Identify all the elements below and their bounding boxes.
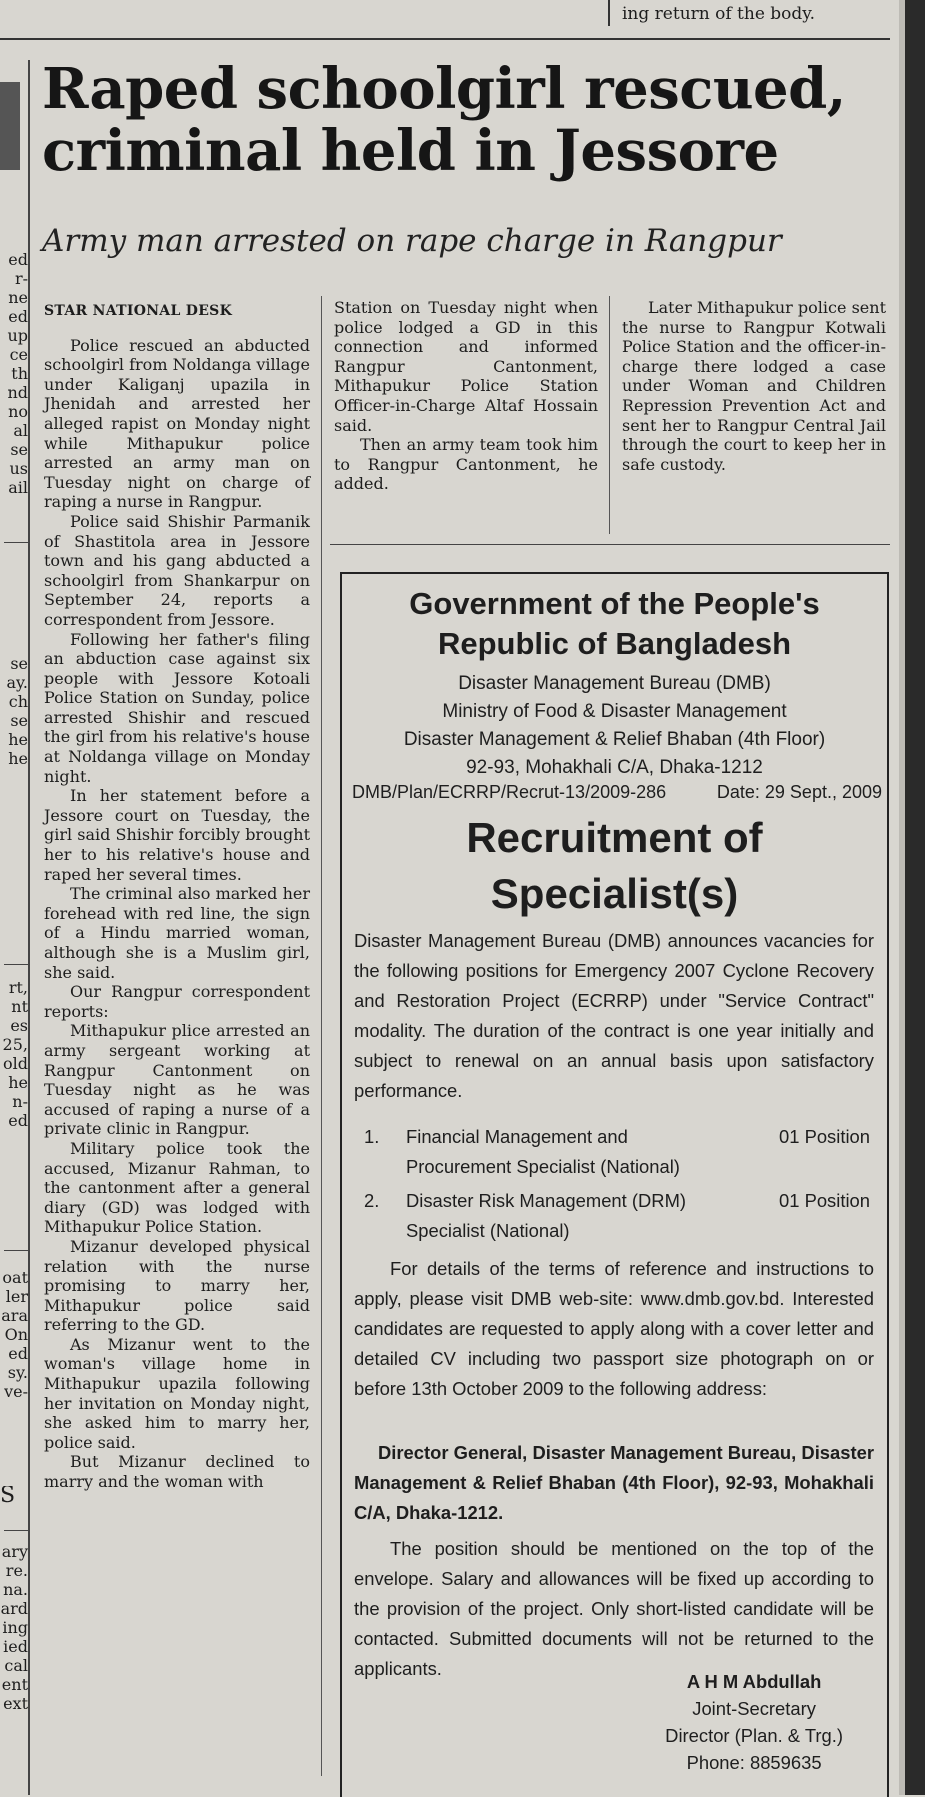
ad-position-item bbox=[354, 1122, 874, 1182]
column-fragment: 25, bbox=[2, 1035, 28, 1054]
position-count: 01 Position bbox=[779, 1190, 870, 1211]
column-fragment: no bbox=[8, 402, 28, 421]
ad-signature-block bbox=[665, 1668, 843, 1776]
column-fragment: he bbox=[8, 730, 28, 749]
column-rule bbox=[321, 296, 322, 1776]
article-paragraph: Our Rangpur correspondent reports: bbox=[44, 982, 310, 1021]
ad-address-block bbox=[342, 670, 887, 782]
previous-article-tail bbox=[608, 0, 888, 38]
column-fragment: na. bbox=[3, 1580, 28, 1599]
position-count: 01 Position bbox=[779, 1126, 870, 1147]
fragment-group bbox=[0, 654, 28, 768]
column-fragment: se bbox=[10, 711, 28, 730]
ad-reference-number: DMB/Plan/ECRRP/Recrut-13/2009-286 bbox=[352, 782, 667, 802]
article-paragraph: In her statement before a Jessore court on Tuesday, the girl said Shishir forcibly brought her to his relative's house and raped her several times. bbox=[44, 786, 310, 884]
column-fragment: ary bbox=[1, 1542, 28, 1561]
column-fragment: nd bbox=[7, 383, 28, 402]
previous-article-text: ing return of the body. bbox=[622, 4, 816, 24]
column-rule bbox=[28, 60, 30, 1795]
column-fragment: ed bbox=[8, 307, 28, 326]
article-paragraph: Following her father's filing an abduction case against six people with Jessore Kotoali Police Station on Sunday, police arrested Shishir and rescued the girl from his relative's house at Noldanga village on Monday night. bbox=[44, 629, 310, 786]
position-title: Financial Management and Procurement Specialist (National) bbox=[406, 1126, 680, 1177]
ad-position-item bbox=[354, 1186, 874, 1246]
column-fragment: oat bbox=[2, 1268, 28, 1287]
top-rule bbox=[0, 38, 890, 40]
column-fragment: ne bbox=[8, 288, 28, 307]
column-fragment: al bbox=[13, 421, 28, 440]
fragment-separator bbox=[4, 1530, 28, 1531]
position-number: 2. bbox=[364, 1190, 380, 1211]
article-paragraph: Then an army team took him to Rangpur Cantonment, he added. bbox=[334, 435, 598, 494]
ad-date: Date: 29 Sept., 2009 bbox=[716, 782, 882, 802]
adjacent-column-fragments bbox=[0, 60, 30, 1795]
byline-desk: STAR NATIONAL DESK bbox=[44, 303, 233, 319]
article-paragraph: Police said Shishir Parmanik of Shastitola area in Jessore town and his gang abducted a schoolgirl from Shankarpur on September 24, reports a correspondent from Jessore. bbox=[44, 511, 310, 629]
column-fragment: he bbox=[8, 749, 28, 768]
signatory-title: Joint-Secretary bbox=[692, 1698, 816, 1719]
fragment-group bbox=[0, 1268, 28, 1401]
column-fragment: ing bbox=[2, 1618, 28, 1637]
column-fragment: S bbox=[0, 1486, 16, 1505]
ad-title-line: Specialist(s) bbox=[490, 870, 739, 917]
column-fragment: up bbox=[7, 326, 28, 345]
headline-line: Raped schoolgirl rescued, bbox=[42, 56, 846, 122]
fragment-group bbox=[0, 1486, 28, 1505]
ad-title-line: Recruitment of bbox=[466, 814, 763, 861]
column-fragment: ve- bbox=[4, 1382, 28, 1401]
column-fragment: sy. bbox=[7, 1363, 28, 1382]
column-rule bbox=[608, 0, 610, 26]
column-fragment: es bbox=[10, 1016, 28, 1035]
column-fragment: ay. bbox=[6, 673, 28, 692]
paragraph-list bbox=[334, 298, 598, 494]
column-fragment: On bbox=[4, 1325, 28, 1344]
column-fragment: ed bbox=[8, 1111, 28, 1130]
column-fragment: ext bbox=[3, 1694, 28, 1713]
ad-intro: Disaster Management Bureau (DMB) announces vacancies for the following positions for Emergency 2007 Cyclone Recovery and Restoration Project (ECRRP) under "Service Contract" modality. The duration of the contract is one year initially and subject to renewal on an annual basis upon satisfactory performance. bbox=[354, 930, 874, 1101]
fragment-group bbox=[0, 978, 28, 1130]
dark-block bbox=[0, 82, 20, 170]
ad-address-line: 92-93, Mohakhali C/A, Dhaka-1212 bbox=[466, 757, 763, 778]
column-fragment: ch bbox=[8, 692, 28, 711]
ad-heading-line: Republic of Bangladesh bbox=[437, 626, 792, 661]
ad-address-line: Disaster Management Bureau (DMB) bbox=[458, 673, 771, 694]
column-fragment: se bbox=[10, 440, 28, 459]
article-paragraph: Later Mithapukur police sent the nurse to Rangpur Kotwali Police Station and the officer-in-charge there lodged a case under Woman and Children Repression Prevention Act and sent her to Rangpur Central Jail through the court to keep her in safe custody. bbox=[622, 298, 886, 474]
ad-mailing-address: Director General, Disaster Management Bureau, Disaster Management & Relief Bhaban (4th Floor), 92-93, Mohakhali C/A, Dhaka-1212. bbox=[354, 1442, 874, 1523]
column-fragment: ent bbox=[1, 1675, 28, 1694]
paragraph-list bbox=[44, 336, 310, 1492]
signatory-title: Director (Plan. & Trg.) bbox=[665, 1725, 843, 1746]
headline bbox=[42, 58, 892, 182]
article-paragraph: As Mizanur went to the woman's village home in Mithapukur upazila following her invitation on Monday night, she asked him to marry her, police said. bbox=[44, 1334, 310, 1452]
column-fragment: r- bbox=[14, 269, 28, 288]
article-paragraph: The criminal also marked her forehead with red line, the sign of a Hindu married woman, although she is a Muslim girl, she said. bbox=[44, 884, 310, 982]
column-fragment: ard bbox=[0, 1599, 28, 1618]
article-end-rule bbox=[330, 544, 890, 545]
column-fragment: re. bbox=[5, 1561, 28, 1580]
ad-address-line: Ministry of Food & Disaster Management bbox=[442, 701, 787, 722]
column-fragment: cal bbox=[4, 1656, 28, 1675]
fragment-group bbox=[0, 1542, 28, 1713]
ad-address-line: Disaster Management & Relief Bhaban (4th Floor) bbox=[403, 729, 826, 750]
position-number: 1. bbox=[364, 1126, 380, 1147]
ad-reference-line bbox=[352, 780, 882, 804]
column-fragment: ler bbox=[5, 1287, 28, 1306]
ad-government-heading bbox=[342, 584, 887, 664]
column-fragment: se bbox=[10, 654, 28, 673]
article-paragraph: But Mizanur declined to marry and the woman with bbox=[44, 1452, 310, 1492]
article-paragraph: Mithapukur plice arrested an army sergeant working at Rangpur Cantonment on Tuesday night as he was accused of raping a nurse of a private clinic in Rangpur. bbox=[44, 1021, 310, 1139]
column-fragment: ce bbox=[9, 345, 28, 364]
column-fragment: nt bbox=[11, 997, 28, 1016]
ad-title bbox=[342, 810, 887, 922]
column-fragment: rt, bbox=[8, 978, 28, 997]
article-paragraph: Police rescued an abducted schoolgirl from Noldanga village under Kaliganj upazila in Jhenidah and arrested her alleged rapist on Monday night while Mithapukur police arrested an army man on Tuesday night on charge of raping a nurse in Rangpur. bbox=[44, 335, 310, 512]
signatory-phone: Phone: 8859635 bbox=[686, 1752, 822, 1773]
column-fragment: he bbox=[8, 1073, 28, 1092]
ad-details: For details of the terms of reference and instructions to apply, please visit DMB web-site: www.dmb.gov.bd. Interested candidates are requested to apply along with a cover letter and detailed CV including two passport size photograph on or before 13th October 2009 to the following address: bbox=[354, 1258, 874, 1399]
article-column-2 bbox=[334, 298, 598, 494]
column-fragment: ara bbox=[1, 1306, 28, 1325]
column-rule bbox=[609, 296, 610, 534]
fragment-group bbox=[0, 250, 28, 497]
column-fragment: ed bbox=[8, 1344, 28, 1363]
ad-heading-line: Government of the People's bbox=[409, 586, 820, 621]
signatory-name: A H M Abdullah bbox=[686, 1671, 822, 1692]
position-title: Disaster Risk Management (DRM) Specialist (National) bbox=[406, 1190, 687, 1241]
fragment-separator bbox=[4, 1250, 28, 1251]
article-column-1 bbox=[44, 302, 310, 1492]
fragment-separator bbox=[4, 542, 28, 543]
headline-line: criminal held in Jessore bbox=[42, 118, 779, 184]
article-column-3 bbox=[622, 298, 886, 474]
column-fragment: n- bbox=[12, 1092, 28, 1111]
paragraph-list bbox=[622, 298, 886, 474]
column-fragment: us bbox=[9, 459, 28, 478]
recruitment-advertisement bbox=[340, 572, 889, 1797]
column-fragment: ed bbox=[8, 250, 28, 269]
column-fragment: old bbox=[3, 1054, 28, 1073]
column-fragment: ied bbox=[3, 1637, 28, 1656]
page-edge bbox=[905, 0, 925, 1795]
article-paragraph: Military police took the accused, Mizanur Rahman, to the cantonment after a general diary (GD) was lodged with Mithapukur Police Station. bbox=[44, 1138, 310, 1237]
subheadline: Army man arrested on rape charge in Rangpur bbox=[42, 223, 782, 259]
fragment-separator bbox=[4, 964, 28, 965]
ad-closing: The position should be mentioned on the top of the envelope. Salary and allowances will be fixed up according to the provision of the project. Only short-listed candidate will be contacted. Submitted documents will not be returned to the applicants. bbox=[354, 1538, 874, 1679]
column-fragment: ail bbox=[8, 478, 28, 497]
article-paragraph: Mizanur developed physical relation with the nurse promising to marry her, Mithapukur police said referring to the GD. bbox=[44, 1236, 310, 1335]
article-paragraph: Station on Tuesday night when police lodged a GD in this connection and informed Rangpur Cantonment, Mithapukur Police Station Officer-in-Charge Altaf Hossain said. bbox=[334, 298, 598, 435]
column-fragment: th bbox=[11, 364, 28, 383]
